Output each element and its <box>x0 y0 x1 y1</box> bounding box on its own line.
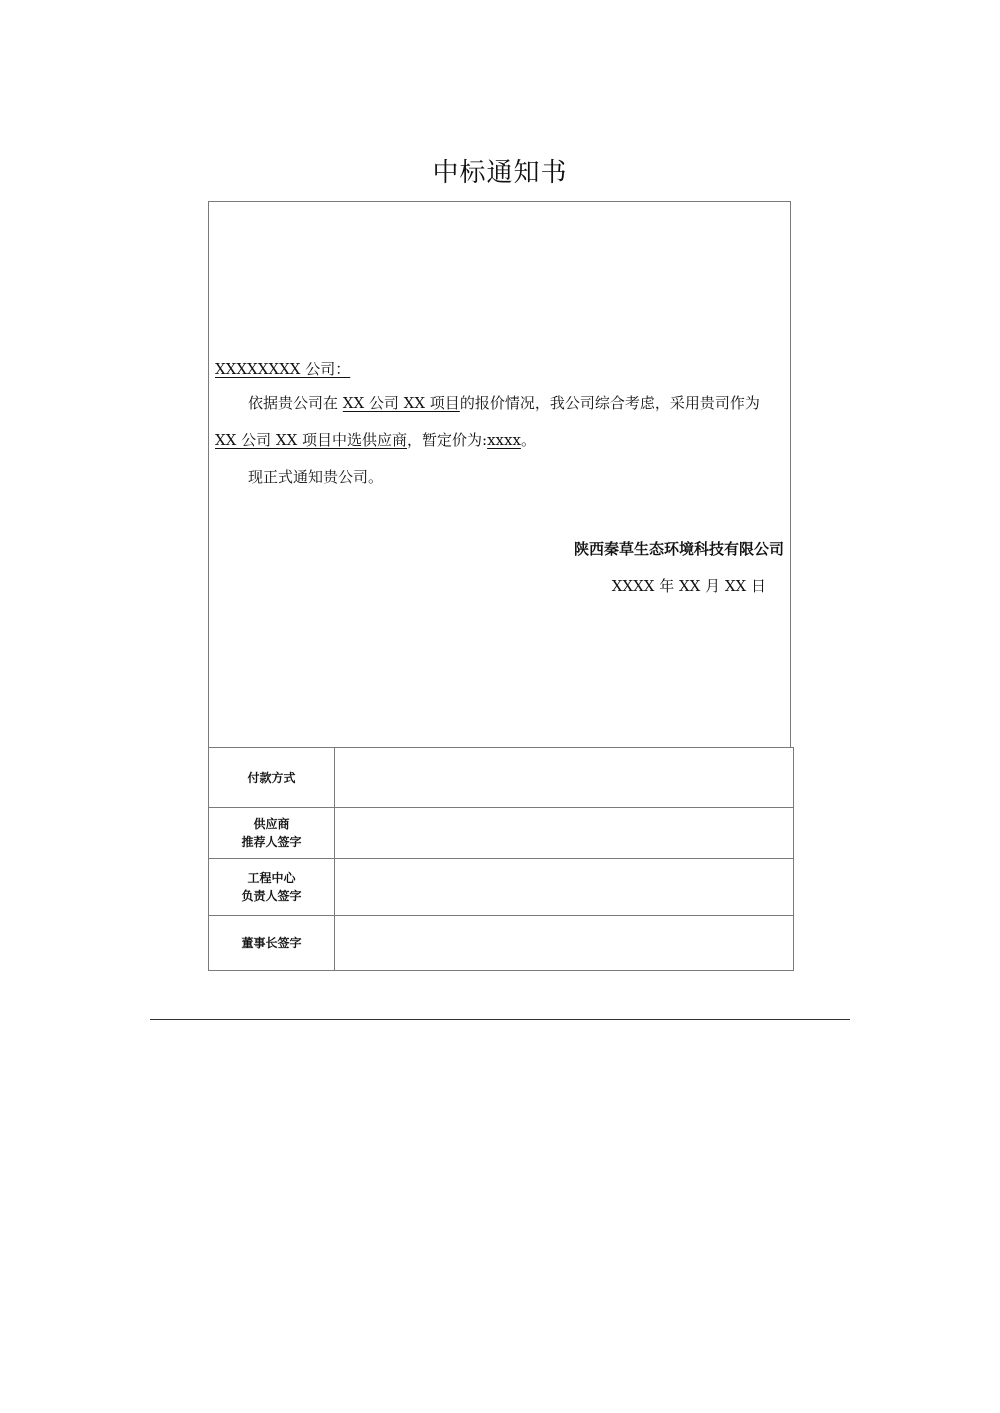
project-name: XX 公司 XX 项目 <box>342 394 460 412</box>
table-row <box>209 916 794 971</box>
addressee: XXXXXXXX 公司： <box>215 360 351 378</box>
body-text: ，暂定价为: <box>407 431 488 449</box>
chairman-label: 董事长签字 <box>209 916 335 971</box>
issuer-company: 陕西秦草生态环境科技有限公司 <box>573 540 784 558</box>
body-paragraph-1 <box>215 392 760 413</box>
body-paragraph-1-cont <box>215 429 536 450</box>
chairman-signature[interactable] <box>335 916 794 971</box>
supplier-recommender-label: 供应商 推荐人签字 <box>209 808 335 859</box>
notice-body <box>208 201 791 747</box>
table-row <box>209 859 794 916</box>
engineering-head-signature[interactable] <box>335 859 794 916</box>
table-row <box>209 748 794 808</box>
engineering-head-label: 工程中心 负责人签字 <box>209 859 335 916</box>
body-text: 的报价情况，我公司综合考虑，采用贵司作为 <box>459 394 760 412</box>
provisional-price: xxxx <box>487 431 521 449</box>
body-text: 。 <box>520 431 536 449</box>
divider-line <box>150 1019 850 1020</box>
selected-supplier: XX 公司 XX 项目中选供应商 <box>215 431 408 449</box>
table-row <box>209 808 794 859</box>
document-title: 中标通知书 <box>432 158 568 188</box>
issue-date: XXXX 年 XX 月 XX 日 <box>611 577 766 595</box>
body-text: 依据贵公司在 <box>248 394 343 412</box>
payment-method-value[interactable] <box>335 748 794 808</box>
approval-table <box>208 747 794 971</box>
supplier-recommender-signature[interactable] <box>335 808 794 859</box>
body-paragraph-2: 现正式通知贵公司。 <box>248 468 384 486</box>
payment-method-label: 付款方式 <box>209 748 335 808</box>
